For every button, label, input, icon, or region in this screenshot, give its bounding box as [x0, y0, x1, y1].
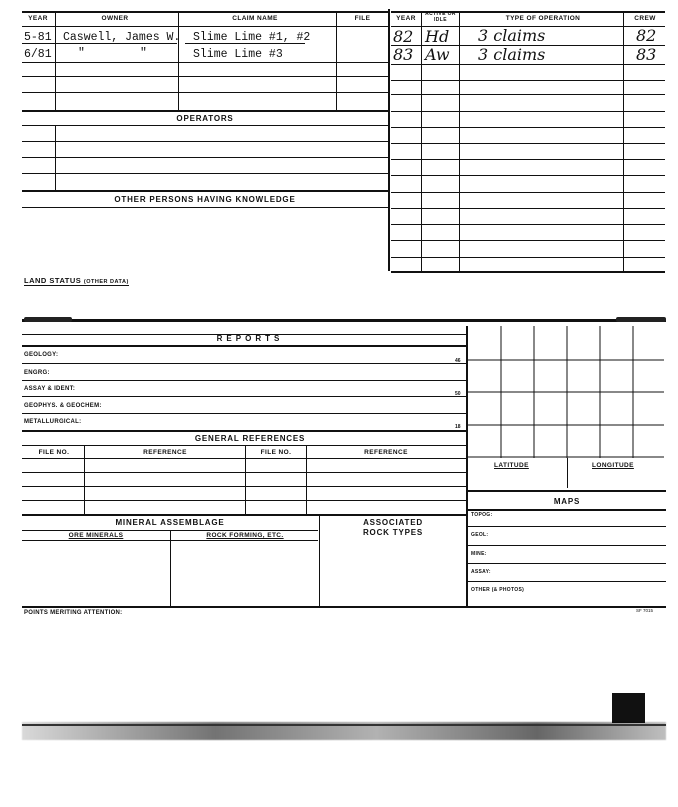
- crew-header: CREW: [634, 15, 656, 22]
- land-status-label: [24, 276, 129, 286]
- rock-types-label: ROCK TYPES: [362, 528, 423, 537]
- location-grid: [468, 326, 664, 458]
- report-num-assay: 50: [455, 391, 461, 397]
- activity-row1-active: Hd: [425, 27, 450, 46]
- row2-claim-name: Slime Lime #3: [193, 48, 283, 61]
- activity-row1-year: 82: [393, 27, 414, 46]
- activity-row1-type: 3 claims: [478, 26, 546, 45]
- report-num-geology: 46: [455, 358, 461, 364]
- row1-owner: Caswell, James W.: [63, 31, 181, 44]
- report-label-metallurgical: METALLURGICAL:: [24, 419, 82, 425]
- activity-row2-active: Aw: [425, 45, 450, 64]
- smudge-left: [24, 317, 72, 322]
- ref-reference-1-header: REFERENCE: [143, 449, 187, 456]
- activity-year-header: YEAR: [396, 15, 416, 22]
- general-references-title: GENERAL REFERENCES: [194, 434, 306, 443]
- claim-name-header: CLAIM NAME: [232, 15, 278, 22]
- maps-topog: TOPOG:: [471, 512, 493, 518]
- report-label-engrg: ENGRG:: [24, 370, 50, 376]
- scan-streak-thin: [22, 724, 666, 726]
- report-num-metallurgical: 18: [455, 424, 461, 430]
- report-label-geophys: GEOPHYS. & GEOCHEM:: [24, 403, 102, 409]
- maps-other: OTHER (& PHOTOS): [471, 587, 525, 593]
- form-number: SF 7015: [636, 608, 654, 613]
- row2-year: 6/81: [24, 48, 52, 61]
- ref-file-no-2-header: FILE NO.: [260, 449, 292, 456]
- report-label-geology: GEOLOGY:: [24, 352, 59, 358]
- row2-owner-ditto-2: ": [140, 47, 147, 60]
- longitude-label: LONGITUDE: [592, 462, 634, 469]
- activity-row1-crew: 82: [636, 26, 657, 45]
- row1-year: 5-81: [24, 31, 52, 44]
- row2-owner-ditto: ": [78, 47, 85, 60]
- maps-geol: GEOL:: [471, 532, 489, 538]
- ref-reference-2-header: REFERENCE: [364, 449, 408, 456]
- scan-block: [612, 693, 645, 723]
- maps-assay: ASSAY:: [471, 569, 491, 575]
- land-status-text: LAND STATUS: [24, 276, 82, 285]
- other-persons-title: OTHER PERSONS HAVING KNOWLEDGE: [114, 195, 296, 204]
- activity-row2-crew: 83: [636, 45, 657, 64]
- rock-forming-header: ROCK FORMING, ETC.: [206, 532, 284, 539]
- mineral-assemblage-title: MINERAL ASSEMBLAGE: [115, 518, 225, 527]
- file-header: FILE: [354, 15, 371, 22]
- operators-title: OPERATORS: [176, 114, 234, 123]
- type-of-operation-header: TYPE OF OPERATION: [505, 15, 581, 22]
- active-idle-header: ACTIVE OR IDLE: [425, 11, 456, 23]
- ref-file-no-1-header: FILE NO.: [38, 449, 70, 456]
- maps-title: MAPS: [553, 497, 581, 506]
- maps-mine: MINE:: [471, 551, 487, 557]
- latitude-label: LATITUDE: [494, 462, 529, 469]
- section-divider-bar: [22, 319, 666, 322]
- report-label-assay: ASSAY & IDENT:: [24, 386, 76, 392]
- reports-title: REPORTS: [216, 334, 284, 343]
- year-header: YEAR: [28, 15, 48, 22]
- activity-row2-type: 3 claims: [478, 45, 546, 64]
- smudge-right: [616, 317, 666, 322]
- ore-minerals-header: ORE MINERALS: [68, 532, 124, 539]
- owner-header: OWNER: [101, 15, 129, 22]
- row1-claim-name: Slime Lime #1, #2: [193, 31, 311, 44]
- land-status-sub: (OTHER DATA): [83, 279, 129, 285]
- associated-label: ASSOCIATED: [363, 518, 423, 527]
- activity-row2-year: 83: [393, 45, 414, 64]
- points-meriting-attention-label: POINTS MERITING ATTENTION:: [24, 610, 123, 616]
